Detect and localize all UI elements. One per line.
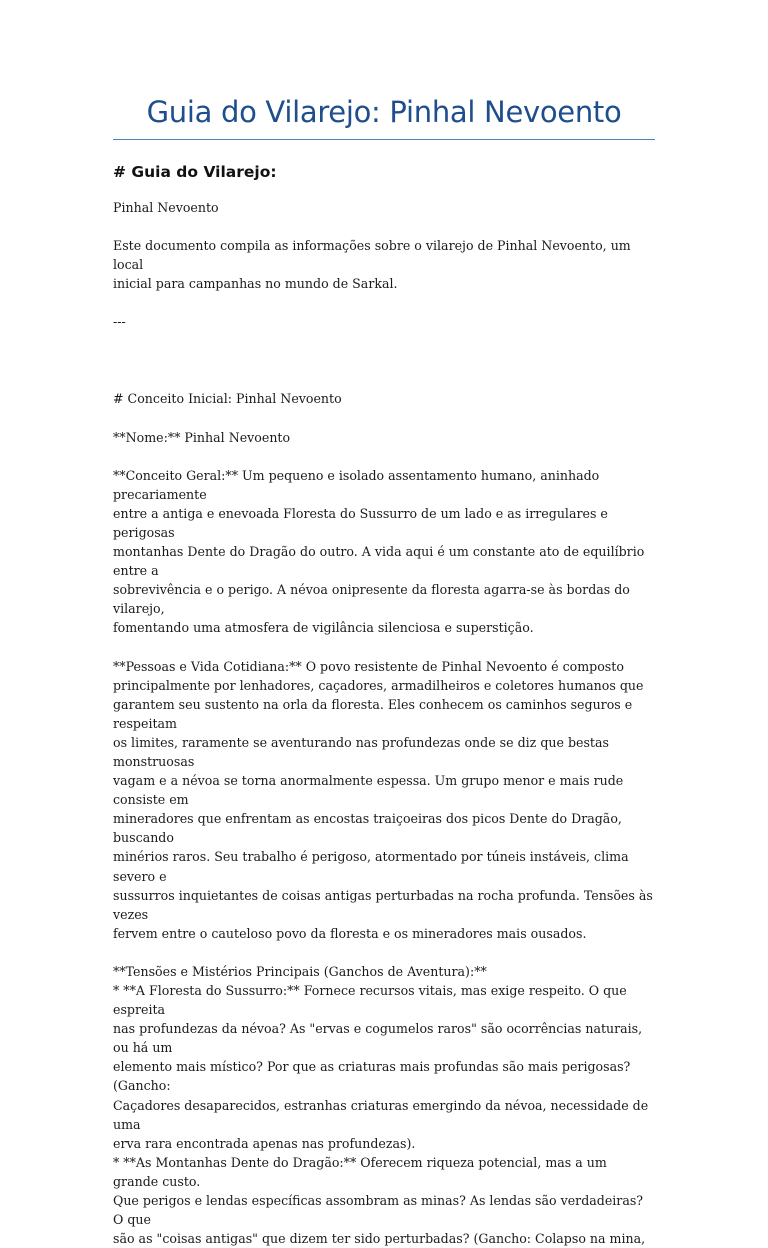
bullet-forest: * **A Floresta do Sussurro:** Fornece recursos vitais, mas exige respeito. O que espreita nas profundezas da névoa? As "ervas e cogumelos raros" são ocorrências naturais, ou há um elemento mais místico? Por que as criaturas mais profundas são mais perigosas? (Gancho: Caçadores desaparecidos, estranhas criaturas emergindo da névoa, necessidade de uma erva rara encontrada apenas nas profundezas). <box>113 983 649 1151</box>
paragraph-name: **Nome:** Pinhal Nevoento <box>113 429 291 445</box>
guide-heading: # Guia do Vilarejo: <box>113 163 277 181</box>
paragraph-people-daily-life: **Pessoas e Vida Cotidiana:** O povo resistente de Pinhal Nevoento é composto principalmente por lenhadores, caçadores, armadilheiros e coletores humanos que garantem seu sustento na orla da floresta. Eles conhecem os caminhos seguros e respeitam os limites, raramente se aventurando nas profundezas onde se diz que bestas monstruosas vagam e a névoa se torna anormalmente espessa. Um grupo menor e mais rude consiste em mineradores que enfrentam as encostas traiçoeiras dos picos Dente do Dragão, buscando minérios raros. Seu trabalho é perigoso, atormentado por túneis instáveis, clima severo e sussurros inquietantes de coisas antigas perturbadas na rocha profunda. Tensões às vezes fervem entre o cauteloso povo da floresta e os mineradores mais ousados. <box>113 658 653 941</box>
title-underline <box>113 139 655 140</box>
paragraph-tensions-heading: **Tensões e Mistérios Principais (Ganchos de Aventura):** <box>113 963 487 979</box>
paragraph-concept-heading: # Conceito Inicial: Pinhal Nevoento <box>113 391 342 407</box>
paragraph-intro: Este documento compila as informações sobre o vilarejo de Pinhal Nevoento, um local inicial para campanhas no mundo de Sarkal. <box>113 238 631 292</box>
document-title: Guia do Vilarejo: Pinhal Nevoento <box>146 95 622 129</box>
paragraph-separator: --- <box>113 314 126 330</box>
document-page <box>113 0 655 1248</box>
paragraph-general-concept: **Conceito Geral:** Um pequeno e isolado assentamento humano, aninhado precariamente entre a antiga e enevoada Floresta do Sussurro de um lado e as irregulares e perigosas montanhas Dente do Dragão do outro. A vida aqui é um constante ato de equilíbrio entre a sobrevivência e o perigo. A névoa onipresente da floresta agarra-se às bordas do vilarejo, fomentando uma atmosfera de vigilância silenciosa e superstição. <box>113 467 645 636</box>
bullet-mountains: * **As Montanhas Dente do Dragão:** Oferecem riqueza potencial, mas a um grande custo. Que perigos e lendas específicas assombram as minas? As lendas são verdadeiras? O que são as "coisas antigas" que dizem ter sido perturbadas? (Gancho: Colapso na mina, <box>113 1154 646 1247</box>
paragraph-village-name: Pinhal Nevoento <box>113 200 219 215</box>
